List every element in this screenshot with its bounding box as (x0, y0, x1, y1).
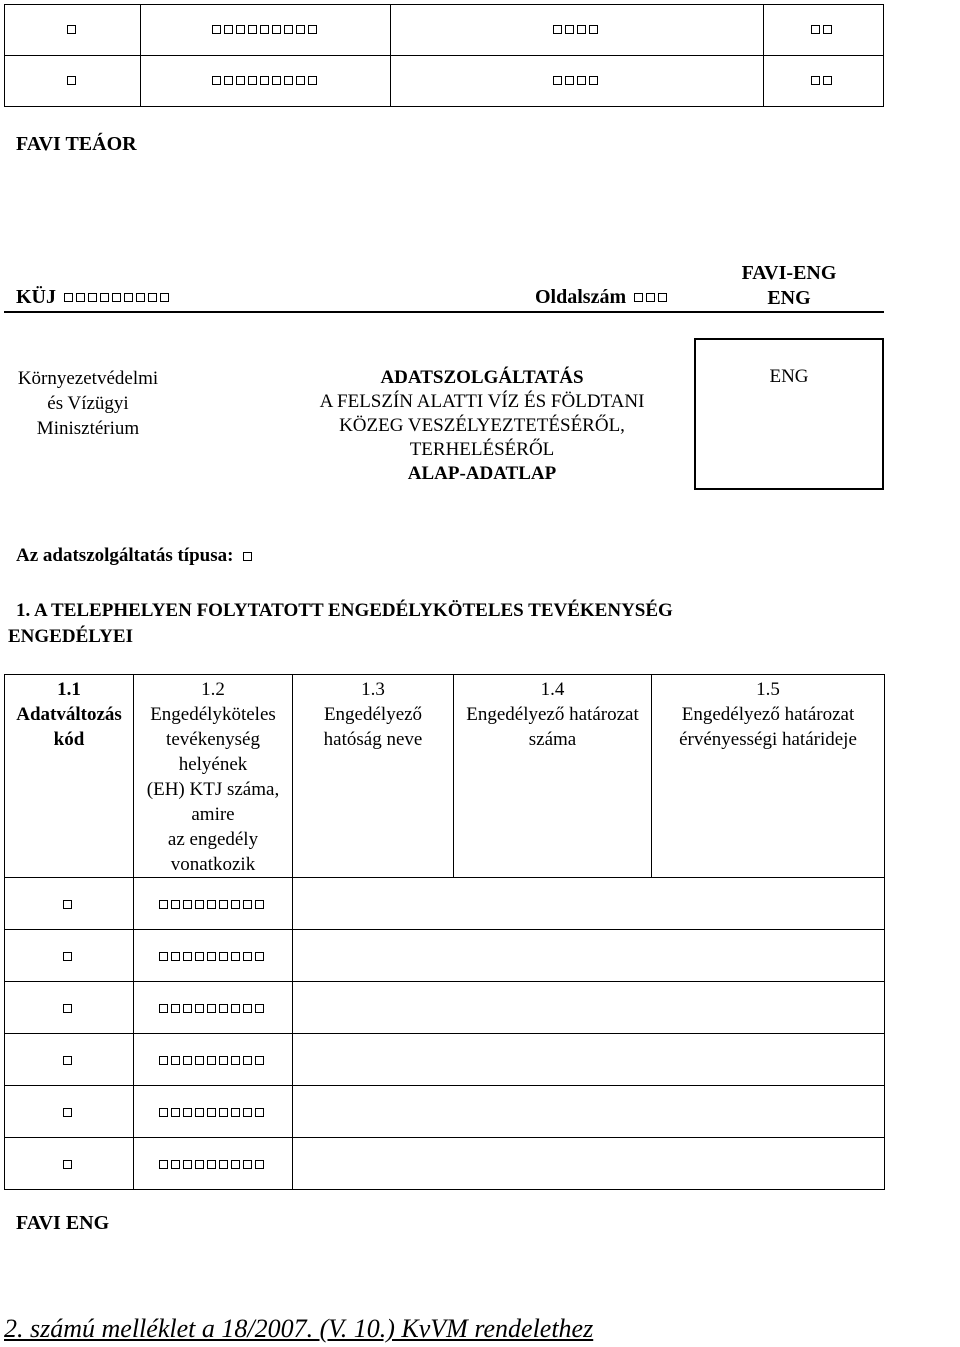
code-boxes[interactable] (159, 1160, 267, 1169)
code-boxes[interactable] (553, 25, 601, 34)
table-row (5, 878, 885, 930)
ministry-line1: Környezetvédelmi (17, 368, 159, 389)
table-row (5, 1034, 885, 1086)
oldalszam-field (535, 286, 670, 309)
header-text: érvényességi határideje (679, 729, 857, 750)
code-boxes[interactable] (811, 76, 835, 85)
code-boxes[interactable] (63, 1056, 75, 1065)
kuj-label: KÜJ (16, 286, 56, 308)
top-cell (5, 5, 141, 56)
section-title-line2: ENGEDÉLYEI (8, 626, 133, 647)
header-text: Engedélyköteles (150, 704, 276, 725)
merged-entry-cell[interactable] (293, 930, 885, 982)
header-text: hatóság neve (323, 729, 423, 750)
merged-entry-cell[interactable] (293, 1138, 885, 1190)
adatvaltozas-cell[interactable] (5, 1034, 134, 1086)
code-boxes[interactable] (212, 25, 320, 34)
header-text: száma (528, 729, 577, 750)
adatvaltozas-cell[interactable] (5, 1086, 134, 1138)
title-line2: A FELSZÍN ALATTI VÍZ ÉS FÖLDTANI (319, 391, 645, 412)
table-row (5, 930, 885, 982)
header-num: 1.2 (201, 679, 225, 700)
favi-teaor-label: FAVI TEÁOR (16, 133, 137, 155)
merged-entry-cell[interactable] (293, 982, 885, 1034)
merged-entry-cell[interactable] (293, 1086, 885, 1138)
code-boxes[interactable] (67, 76, 79, 85)
header-engedelykoteles (134, 675, 293, 878)
table-header-row (5, 675, 885, 878)
code-boxes[interactable] (63, 1004, 75, 1013)
header-text: amire (191, 804, 235, 825)
merged-entry-cell[interactable] (293, 1034, 885, 1086)
adatvaltozas-cell[interactable] (5, 1138, 134, 1190)
table-row (5, 1086, 885, 1138)
adatvaltozas-cell[interactable] (5, 982, 134, 1034)
top-cell (763, 5, 883, 56)
header-text: helyének (178, 754, 248, 775)
ktj-cell[interactable] (134, 1034, 293, 1086)
kuj-field (16, 286, 172, 309)
code-boxes[interactable] (159, 1056, 267, 1065)
code-boxes[interactable] (159, 900, 267, 909)
code-boxes[interactable] (63, 1160, 75, 1169)
title-line5: ALAP-ADATLAP (407, 463, 557, 484)
adatvaltozas-cell[interactable] (5, 930, 134, 982)
permits-table (4, 674, 885, 1190)
header-adatvaltozas (5, 675, 134, 878)
regulation-note: 2. számú melléklet a 18/2007. (V. 10.) KvVM rendelethez (4, 1314, 594, 1343)
code-boxes[interactable] (67, 25, 79, 34)
table-row (5, 1138, 885, 1190)
header-text: kód (53, 729, 85, 750)
code-boxes[interactable] (553, 76, 601, 85)
header-divider (4, 311, 884, 313)
top-cell (5, 56, 141, 107)
eng-box-label: ENG (769, 366, 809, 387)
header-hatarozat-szama (454, 675, 652, 878)
favi-eng-line1: FAVI-ENG (741, 262, 837, 284)
code-boxes[interactable] (159, 1004, 267, 1013)
header-engedelyezo-hatosag (293, 675, 454, 878)
title-line1: ADATSZOLGÁLTATÁS (380, 367, 584, 388)
favi-eng-footer: FAVI ENG (16, 1212, 110, 1234)
ktj-cell[interactable] (134, 1086, 293, 1138)
top-cell (391, 5, 764, 56)
header-text: Engedélyező határozat (681, 704, 855, 725)
kuj-boxes[interactable] (64, 293, 172, 302)
top-cell (763, 56, 883, 107)
oldalszam-label: Oldalszám (535, 286, 627, 308)
header-text: Adatváltozás (16, 704, 122, 725)
type-checkbox[interactable] (243, 552, 255, 561)
type-label: Az adatszolgáltatás típusa: (16, 545, 234, 566)
title-line4: TERHELÉSÉRŐL (409, 439, 555, 460)
oldalszam-boxes[interactable] (634, 293, 670, 302)
ktj-cell[interactable] (134, 1138, 293, 1190)
adatvaltozas-cell[interactable] (5, 878, 134, 930)
code-boxes[interactable] (63, 952, 75, 961)
merged-entry-cell[interactable] (293, 878, 885, 930)
ministry-line2: és Vízügyi (47, 393, 129, 414)
section-title-line1: 1. A TELEPHELYEN FOLYTATOTT ENGEDÉLYKÖTELES TEVÉKENYSÉG (16, 600, 673, 621)
section-title (8, 598, 908, 650)
top-row (5, 5, 884, 56)
header-text: Engedélyező (323, 704, 423, 725)
favi-eng-line2: ENG (767, 287, 811, 309)
header-text: tevékenység (166, 729, 260, 750)
header-text: vonatkozik (170, 854, 256, 875)
ministry-line3: Minisztérium (36, 418, 140, 439)
top-row (5, 56, 884, 107)
code-boxes[interactable] (159, 952, 267, 961)
eng-box[interactable] (694, 338, 884, 490)
top-cell (141, 5, 391, 56)
title-line3: KÖZEG VESZÉLYEZTETÉSÉRŐL, (339, 415, 625, 436)
favi-eng-label (694, 261, 884, 311)
type-field (16, 545, 255, 567)
document-title (270, 366, 694, 486)
ministry-name (8, 366, 168, 441)
ktj-cell[interactable] (134, 982, 293, 1034)
top-cell (391, 56, 764, 107)
header-text: az engedély (167, 829, 259, 850)
header-hatarido (652, 675, 885, 878)
code-boxes[interactable] (212, 76, 320, 85)
code-boxes[interactable] (63, 1108, 75, 1117)
top-code-table (4, 4, 884, 107)
header-num: 1.5 (756, 679, 780, 700)
code-boxes[interactable] (159, 1108, 267, 1117)
ktj-cell[interactable] (134, 930, 293, 982)
ktj-cell[interactable] (134, 878, 293, 930)
header-num: 1.1 (57, 679, 81, 700)
top-cell (141, 56, 391, 107)
code-boxes[interactable] (811, 25, 835, 34)
table-row (5, 982, 885, 1034)
header-num: 1.3 (361, 679, 385, 700)
header-text: (EH) KTJ száma, (146, 779, 280, 800)
header-num: 1.4 (540, 679, 565, 700)
header-text: Engedélyező határozat (466, 704, 639, 725)
code-boxes[interactable] (63, 900, 75, 909)
